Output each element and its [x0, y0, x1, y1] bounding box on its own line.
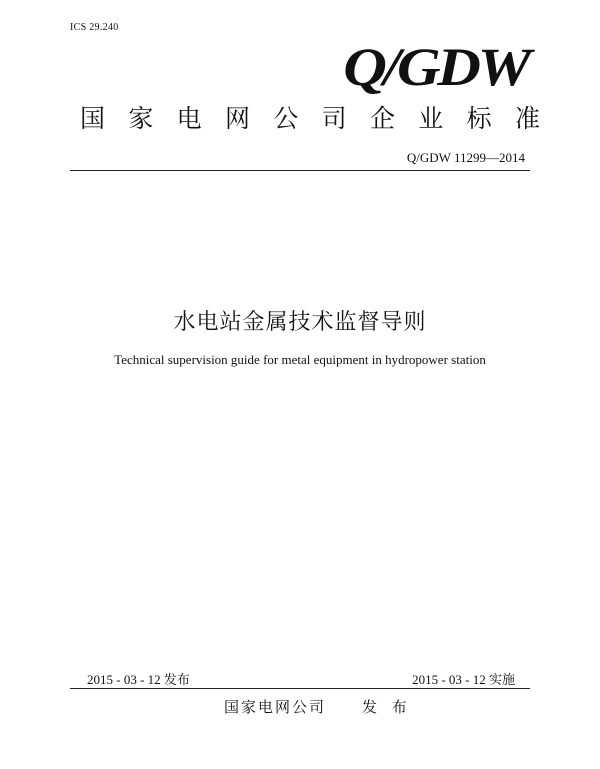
- org-char: 国: [80, 104, 106, 133]
- org-char: 家: [128, 104, 154, 133]
- org-char: 企: [369, 104, 395, 133]
- implementation-date: 2015 - 03 - 12 实施: [412, 672, 515, 687]
- org-char: 业: [418, 104, 444, 133]
- issue-date: 2015 - 03 - 12 发布: [87, 672, 190, 687]
- org-char: 电: [176, 104, 202, 133]
- issuing-organization: 国家电网公司: [224, 698, 327, 716]
- header-divider: [70, 170, 530, 171]
- issued-label: 发 布: [362, 698, 412, 716]
- footer-divider: [70, 688, 530, 689]
- org-char: 标: [466, 104, 492, 133]
- org-char: 公: [273, 104, 299, 133]
- org-char: 准: [514, 104, 540, 133]
- document-title-english: Technical supervision guide for metal equipment in hydropower station: [114, 352, 486, 367]
- org-char: 网: [224, 104, 250, 133]
- standard-number: Q/GDW 11299—2014: [406, 150, 525, 165]
- sgcc-logo: Q/GDW: [343, 37, 528, 97]
- document-title-chinese: 水电站金属技术监督导则: [173, 310, 427, 335]
- organization-standard-heading: [80, 104, 540, 134]
- org-char: 司: [321, 104, 347, 133]
- ics-code: ICS 29.240: [70, 22, 119, 33]
